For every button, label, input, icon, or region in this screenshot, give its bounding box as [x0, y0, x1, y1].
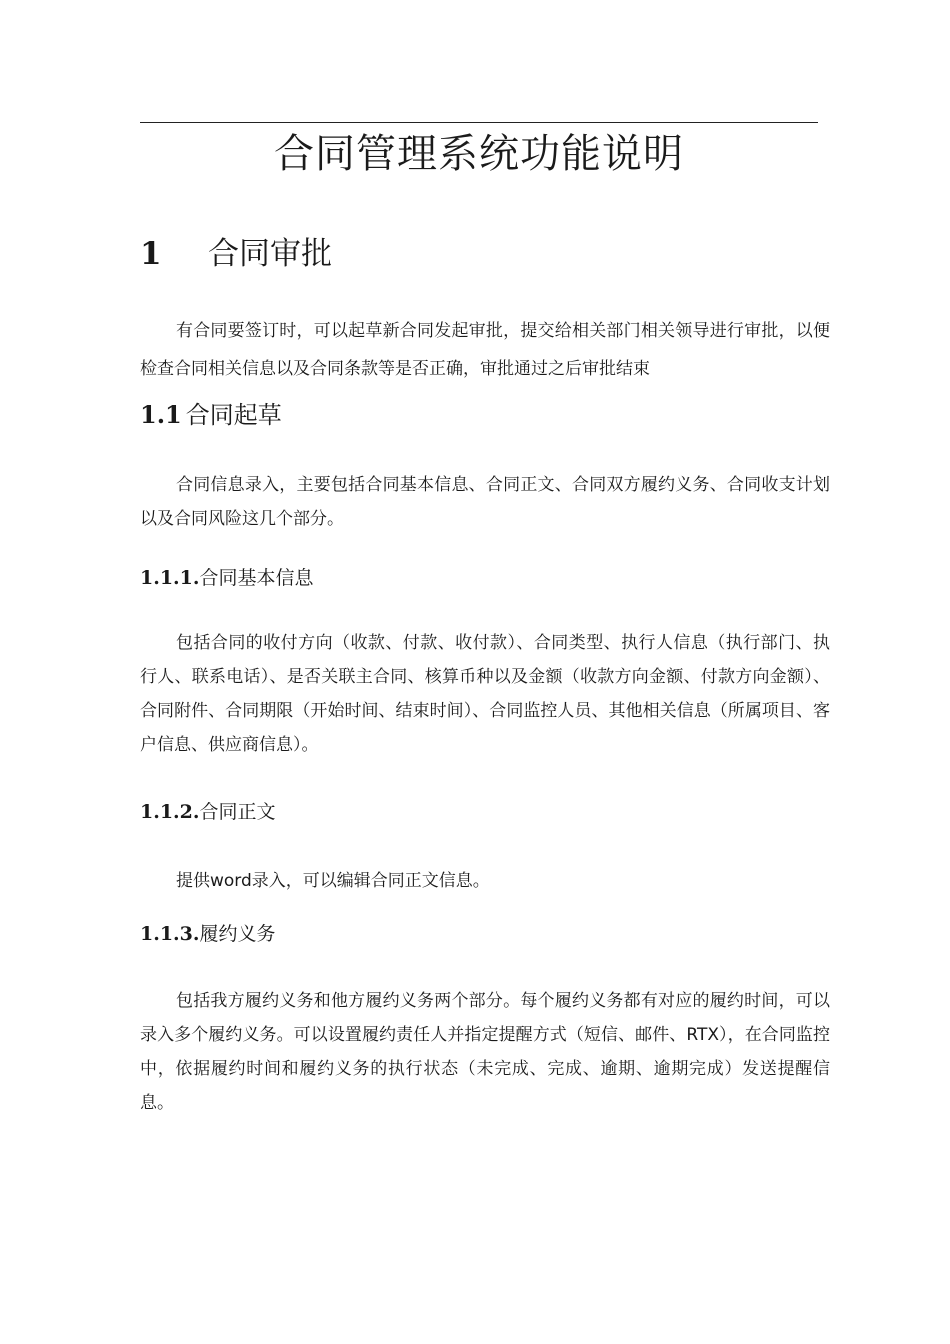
section-1-1-2-number: 1.1.2.: [140, 801, 200, 823]
section-1-1-3-paragraph: 包括我方履约义务和他方履约义务两个部分。每个履约义务都有对应的履约时间，可以录入多个履约义务。可以设置履约责任人并指定提醒方式（短信、邮件、RTX），在合同监控中，依据履约时间和履约义务的执行状态（未完成、完成、逾期、逾期完成）发送提醒信息。: [140, 991, 830, 1113]
section-1-paragraph: 有合同要签订时，可以起草新合同发起审批，提交给相关部门相关领导进行审批，以便检查合同相关信息以及合同条款等是否正确，审批通过之后审批结束: [140, 321, 830, 379]
section-1-number: 1: [140, 236, 162, 272]
section-1-1-number: 1.1: [140, 400, 182, 429]
document-title: 合同管理系统功能说明: [274, 131, 684, 177]
section-1-1-1-title: 合同基本信息: [199, 567, 314, 589]
section-1-1-1-heading: [140, 564, 314, 592]
section-1-title: 合同审批: [208, 236, 332, 272]
section-1-heading: [140, 232, 332, 276]
section-1-1-2-title: 合同正文: [199, 801, 276, 823]
section-1-1-heading: [140, 398, 282, 432]
section-1-1-1-number: 1.1.1.: [140, 567, 200, 589]
section-1-1-title: 合同起草: [185, 401, 282, 429]
section-1-1-1-paragraph: 包括合同的收付方向（收款、付款、收付款）、合同类型、执行人信息（执行部门、执行人、联系电话）、是否关联主合同、核算币种以及金额（收款方向金额、付款方向金额）、合同附件、合同期限（开始时间、结束时间）、合同监控人员、其他相关信息（所属项目、客户信息、供应商信息）。: [140, 633, 830, 755]
header-rule: [140, 122, 818, 123]
section-1-1-2-heading: [140, 798, 276, 826]
section-1-1-3-heading: [140, 920, 276, 948]
section-1-1-paragraph: 合同信息录入，主要包括合同基本信息、合同正文、合同双方履约义务、合同收支计划以及合同风险这几个部分。: [140, 475, 830, 529]
section-1-1-3-number: 1.1.3.: [140, 923, 200, 945]
section-1-1-3-title: 履约义务: [199, 923, 276, 945]
section-1-1-2-paragraph: 提供word录入，可以编辑合同正文信息。: [176, 871, 490, 891]
